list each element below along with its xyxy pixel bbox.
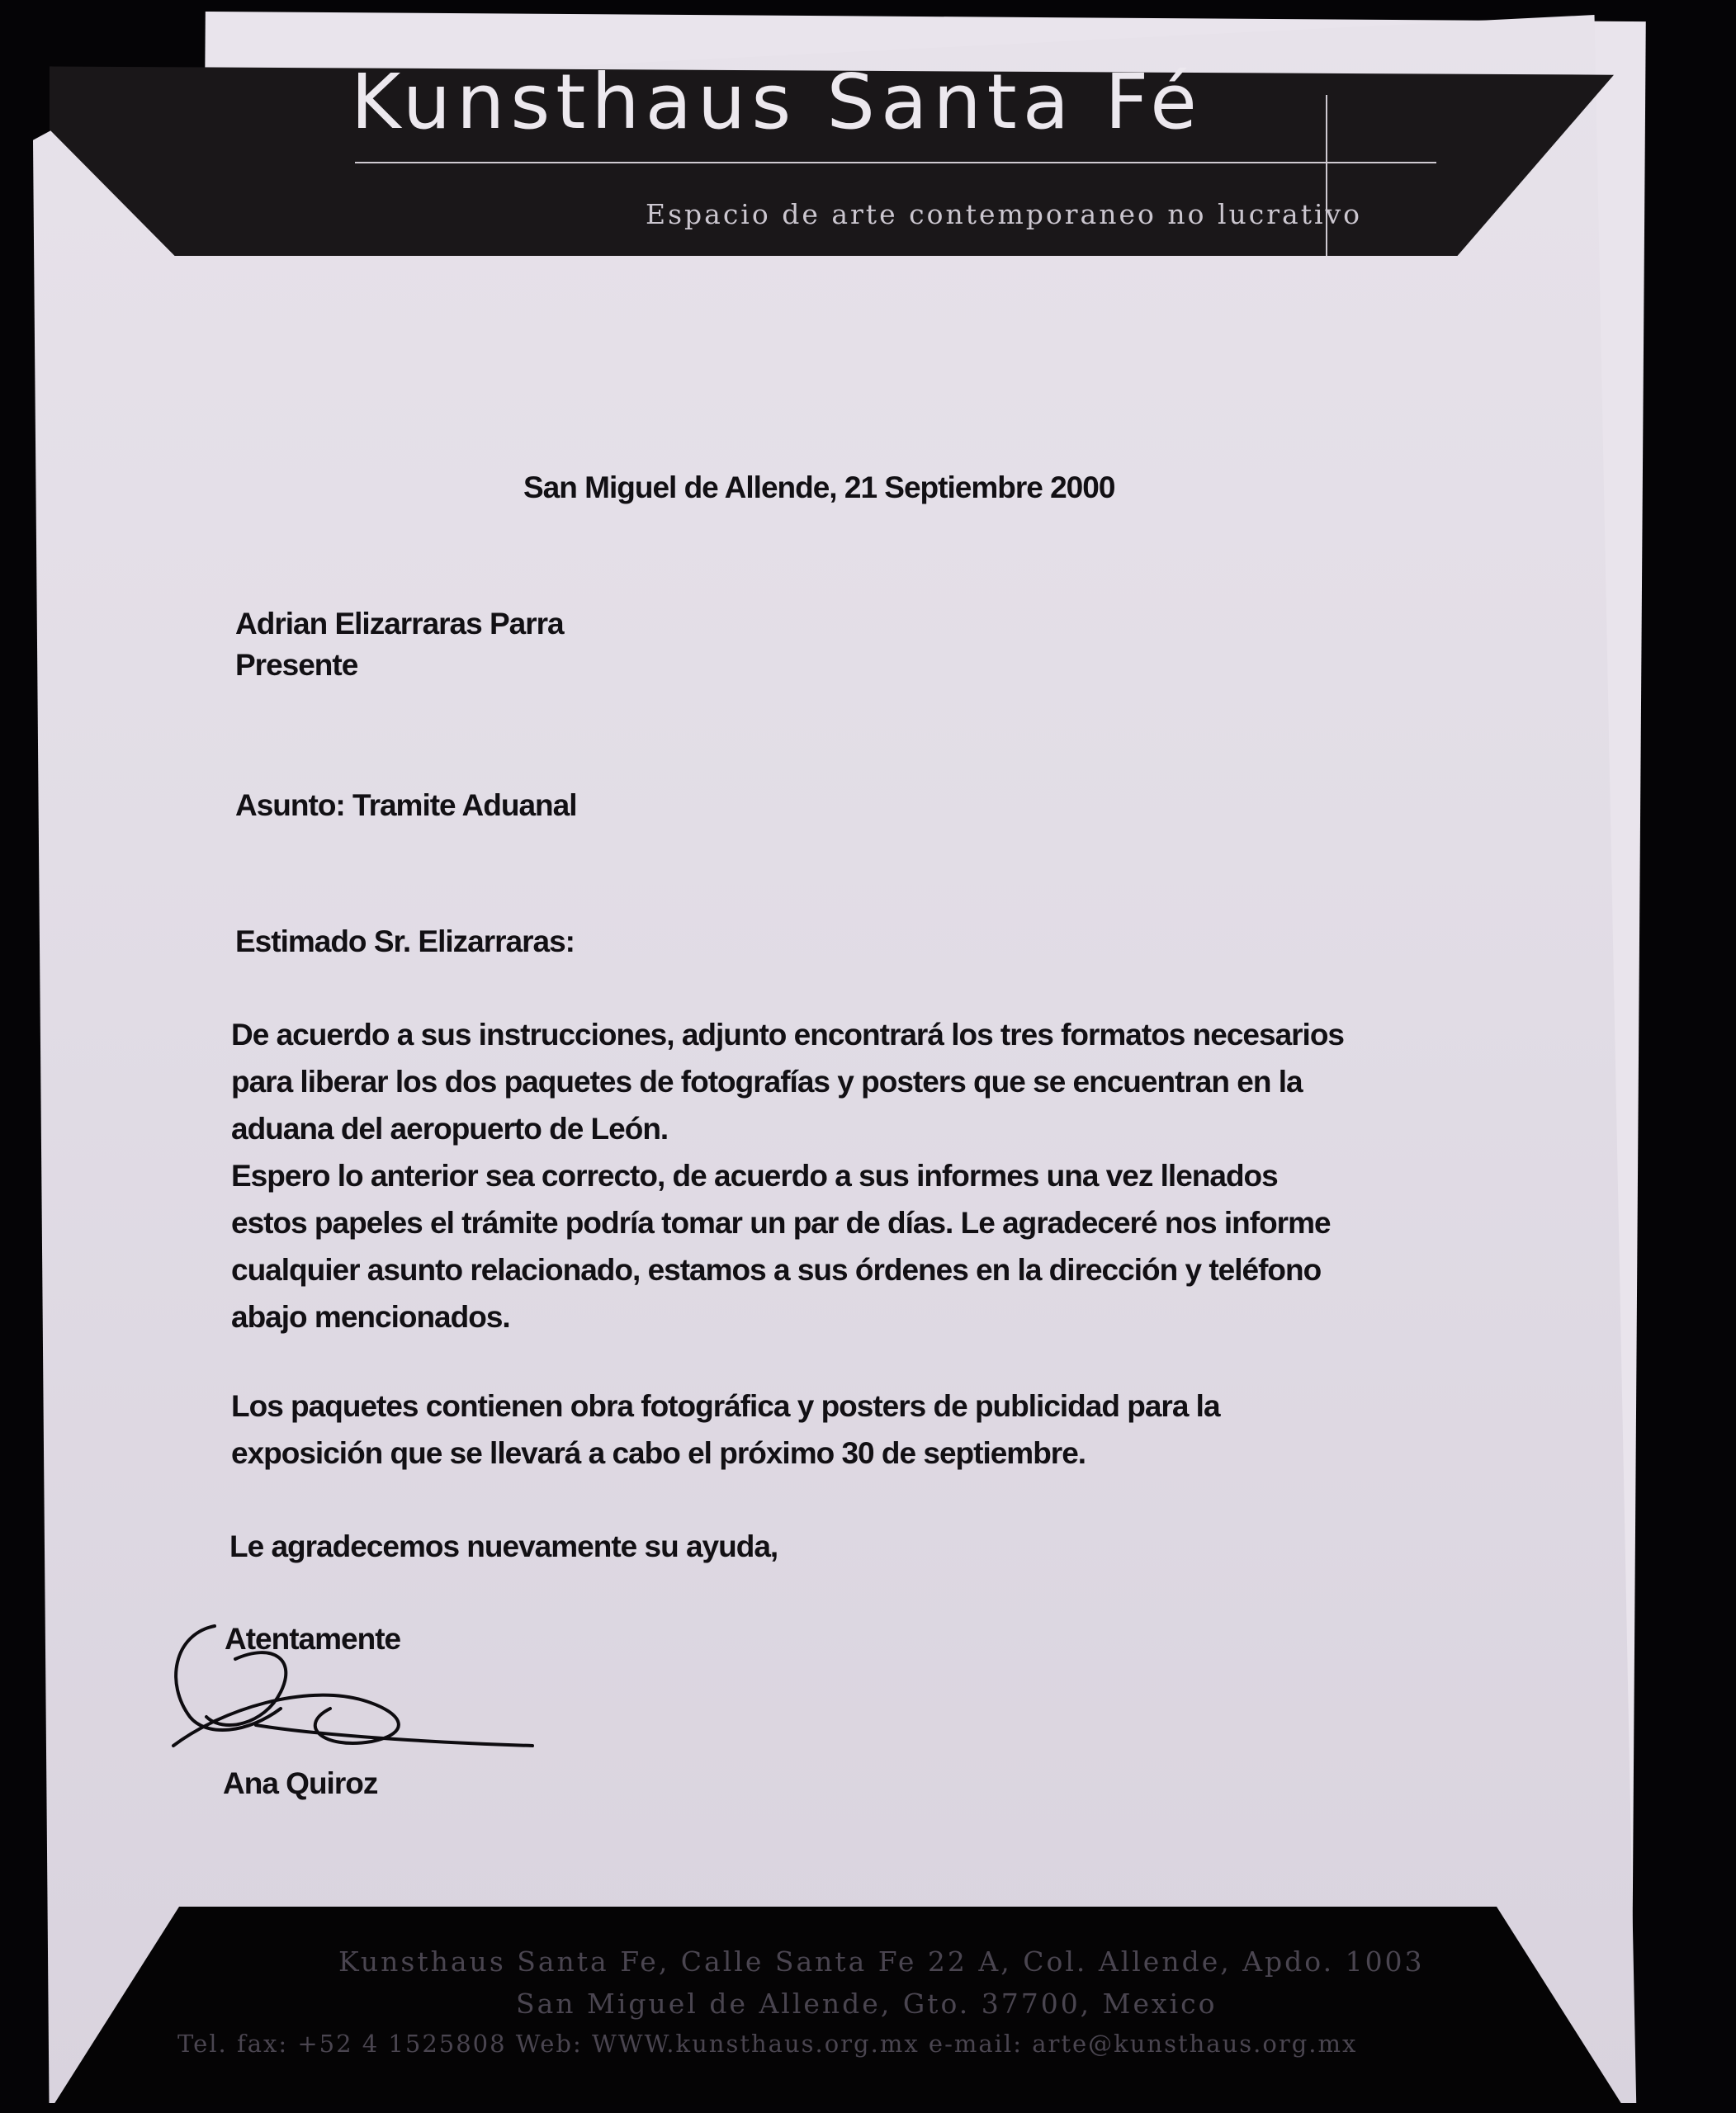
paragraph-line: cualquier asunto relacionado, estamos a sus órdenes en la dirección y teléfono [231, 1253, 1322, 1287]
recipient-name: Adrian Elizarraras Parra [235, 607, 564, 641]
organization-tagline: Espacio de arte contemporaneo no lucrativo [646, 198, 1363, 230]
paragraph-instructions [231, 1011, 1344, 1340]
paragraph-packages [231, 1383, 1220, 1477]
closing: Atentamente [225, 1622, 401, 1656]
paragraph-line: para liberar los dos paquetes de fotografías y posters que se encuentran en la [231, 1065, 1303, 1099]
thanks-line: Le agradecemos nuevamente su ayuda, [229, 1529, 778, 1563]
salutation: Estimado Sr. Elizarraras: [235, 924, 575, 958]
paragraph-line: Los paquetes contienen obra fotográfica y posters de publicidad para la [231, 1389, 1220, 1423]
paragraph-line: aduana del aeropuerto de León. [231, 1112, 669, 1146]
place-date: San Miguel de Allende, 21 Septiembre 2000 [523, 470, 1115, 504]
paragraph-line: estos papeles el trámite podría tomar un par de días. Le agradeceré nos informe [231, 1206, 1331, 1240]
letterhead-vertical-rule [1326, 95, 1327, 256]
footer-address-line2: San Miguel de Allende, Gto. 37700, Mexico [516, 1988, 1218, 2020]
signer-name: Ana Quiroz [223, 1766, 378, 1800]
paragraph-line: De acuerdo a sus instrucciones, adjunto encontrará los tres formatos necesarios [231, 1018, 1345, 1052]
subject-line: Asunto: Tramite Aduanal [235, 788, 577, 822]
recipient-line2: Presente [235, 648, 358, 682]
footer-contact-line: Tel. fax: +52 4 1525808 Web: WWW.kunsthaus.org.mx e-mail: arte@kunsthaus.org.mx [177, 2030, 1358, 2058]
paragraph-line: Espero lo anterior sea correcto, de acuerdo a sus informes una vez llenados [231, 1159, 1278, 1193]
handwritten-signature [157, 1610, 553, 1775]
organization-name: Kunsthaus Santa Fé [351, 58, 1203, 146]
footer-address-line1: Kunsthaus Santa Fe, Calle Santa Fe 22 A, Col. Allende, Apdo. 1003 [338, 1945, 1425, 1978]
letterhead-rule [355, 162, 1436, 163]
paragraph-line: exposición que se llevará a cabo el próximo 30 de septiembre. [231, 1436, 1086, 1470]
paragraph-line: abajo mencionados. [231, 1300, 510, 1334]
